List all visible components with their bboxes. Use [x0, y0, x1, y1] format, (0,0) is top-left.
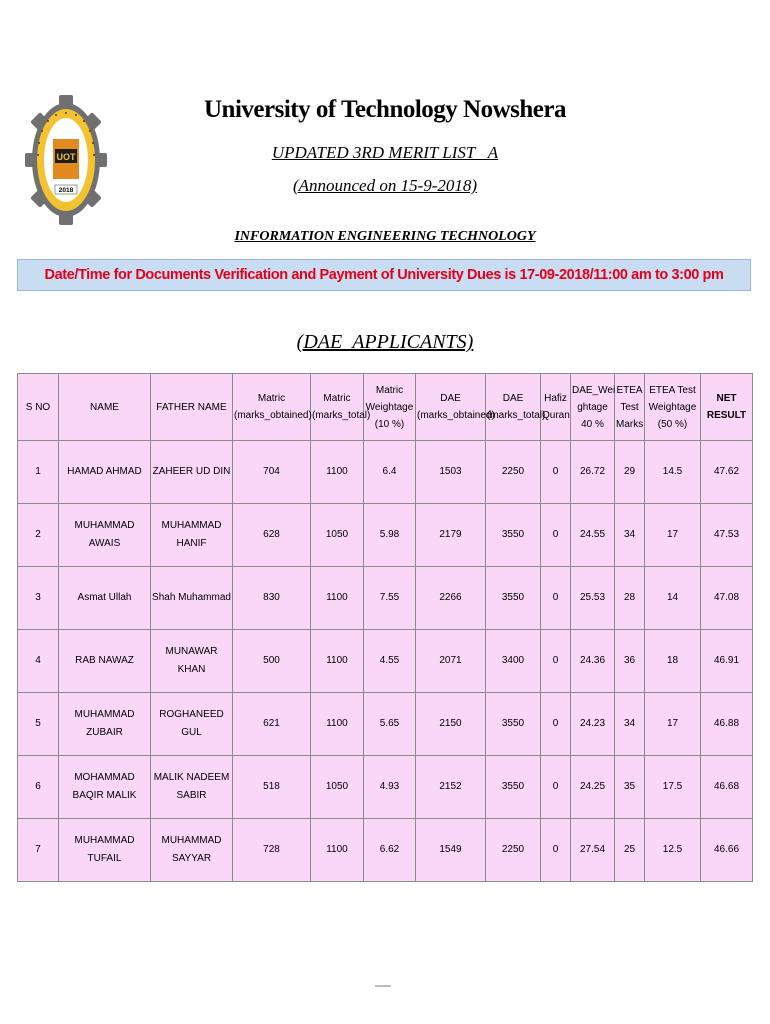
cell-etea-marks: 34: [615, 504, 645, 567]
cell-dae-weightage: 24.23: [571, 693, 615, 756]
cell-dae-obtained: 2071: [416, 630, 486, 693]
cell-father-name: MUNAWAR KHAN: [151, 630, 233, 693]
cell-dae-total: 3550: [486, 693, 541, 756]
cell-matric-weightage: 4.93: [364, 756, 416, 819]
cell-etea-weightage: 17.5: [645, 756, 701, 819]
cell-dae-obtained: 2179: [416, 504, 486, 567]
col-sno-header: S NO: [18, 374, 59, 441]
cell-etea-weightage: 12.5: [645, 819, 701, 882]
cell-dae-weightage: 27.54: [571, 819, 615, 882]
cell-dae-weightage: 24.36: [571, 630, 615, 693]
cell-matric-obtained: 704: [233, 441, 311, 504]
cell-net-result: 46.88: [701, 693, 753, 756]
col-dae-obtained-header: DAE (marks_obtained): [416, 374, 486, 441]
table-row: [18, 504, 753, 567]
cell-net-result: 47.53: [701, 504, 753, 567]
cell-net-result: 47.08: [701, 567, 753, 630]
cell-dae-weightage: 26.72: [571, 441, 615, 504]
cell-matric-obtained: 518: [233, 756, 311, 819]
cell-father-name: MUHAMMAD HANIF: [151, 504, 233, 567]
cell-dae-total: 3550: [486, 567, 541, 630]
merit-list-title: UPDATED 3RD MERIT LIST _A: [271, 143, 499, 162]
table-row: [18, 693, 753, 756]
cell-dae-weightage: 24.25: [571, 756, 615, 819]
verification-banner: Date/Time for Documents Verification and Payment of University Dues is 17-09-2018/11:00 am to 3:00 pm: [17, 259, 751, 291]
col-dae-weightage-header: DAE_Wei ghtage 40 %: [571, 374, 615, 441]
merit-table-body: [18, 441, 753, 882]
cell-name: MUHAMMAD TUFAIL: [59, 819, 151, 882]
cell-etea-marks: 34: [615, 693, 645, 756]
cell-dae-total: 3550: [486, 504, 541, 567]
cell-etea-weightage: 14: [645, 567, 701, 630]
cell-name: MUHAMMAD AWAIS: [59, 504, 151, 567]
cell-etea-weightage: 17: [645, 693, 701, 756]
cell-father-name: ZAHEER UD DIN: [151, 441, 233, 504]
cell-matric-total: 1100: [311, 630, 364, 693]
cell-name: Asmat Ullah: [59, 567, 151, 630]
cell-matric-total: 1100: [311, 567, 364, 630]
cell-matric-total: 1050: [311, 756, 364, 819]
table-row: [18, 441, 753, 504]
cell-name: HAMAD AHMAD: [59, 441, 151, 504]
cell-etea-marks: 35: [615, 756, 645, 819]
cell-sno: 5: [18, 693, 59, 756]
cell-etea-weightage: 17: [645, 504, 701, 567]
cell-etea-marks: 25: [615, 819, 645, 882]
cell-sno: 3: [18, 567, 59, 630]
cell-dae-obtained: 1549: [416, 819, 486, 882]
announced-date: (Announced on 15-9-2018): [292, 176, 478, 195]
table-row: [18, 567, 753, 630]
col-name-header: NAME: [59, 374, 151, 441]
cell-etea-weightage: 18: [645, 630, 701, 693]
cell-dae-weightage: 25.53: [571, 567, 615, 630]
col-matric-total-header: Matric (marks_total): [311, 374, 364, 441]
cell-matric-weightage: 7.55: [364, 567, 416, 630]
cell-hafiz-quran: 0: [541, 756, 571, 819]
cell-matric-weightage: 6.4: [364, 441, 416, 504]
cell-father-name: MALIK NADEEM SABIR: [151, 756, 233, 819]
col-etea-weightage-header: ETEA Test Weightage (50 %): [645, 374, 701, 441]
cell-matric-weightage: 6.62: [364, 819, 416, 882]
cell-father-name: Shah Muhammad: [151, 567, 233, 630]
cell-matric-total: 1100: [311, 441, 364, 504]
cell-matric-weightage: 4.55: [364, 630, 416, 693]
cell-matric-obtained: 728: [233, 819, 311, 882]
section-title: (DAE_APPLICANTS): [296, 331, 474, 353]
cell-etea-marks: 36: [615, 630, 645, 693]
cell-matric-total: 1100: [311, 693, 364, 756]
col-father-name-header: FATHER NAME: [151, 374, 233, 441]
logo-abbr: UOT: [56, 152, 76, 162]
col-matric-obtained-header: Matric (marks_obtained): [233, 374, 311, 441]
cell-father-name: MUHAMMAD SAYYAR: [151, 819, 233, 882]
cell-name: RAB NAWAZ: [59, 630, 151, 693]
cell-hafiz-quran: 0: [541, 441, 571, 504]
cell-dae-obtained: 1503: [416, 441, 486, 504]
cell-dae-total: 3400: [486, 630, 541, 693]
cell-sno: 2: [18, 504, 59, 567]
col-hafiz-quran-header: Hafiz Quran: [541, 374, 571, 441]
cell-name: MUHAMMAD ZUBAIR: [59, 693, 151, 756]
cell-hafiz-quran: 0: [541, 693, 571, 756]
cell-net-result: 47.62: [701, 441, 753, 504]
cell-name: MOHAMMAD BAQIR MALIK: [59, 756, 151, 819]
cell-sno: 1: [18, 441, 59, 504]
cell-matric-total: 1100: [311, 819, 364, 882]
col-net-result-header: NET RESULT: [701, 374, 753, 441]
col-etea-marks-header: ETEA Test Marks: [615, 374, 645, 441]
col-matric-weightage-header: Matric Weightage (10 %): [364, 374, 416, 441]
cell-matric-total: 1050: [311, 504, 364, 567]
cell-hafiz-quran: 0: [541, 567, 571, 630]
cell-dae-obtained: 2152: [416, 756, 486, 819]
cell-dae-obtained: 2150: [416, 693, 486, 756]
cell-matric-weightage: 5.65: [364, 693, 416, 756]
cell-father-name: ROGHANEED GUL: [151, 693, 233, 756]
logo-year: 2018: [58, 187, 74, 194]
merit-table: [17, 373, 753, 882]
cell-matric-obtained: 500: [233, 630, 311, 693]
col-dae-total-header: DAE (marks_total): [486, 374, 541, 441]
cell-dae-total: 3550: [486, 756, 541, 819]
cell-sno: 6: [18, 756, 59, 819]
cell-sno: 4: [18, 630, 59, 693]
cell-net-result: 46.66: [701, 819, 753, 882]
cell-sno: 7: [18, 819, 59, 882]
cell-matric-obtained: 628: [233, 504, 311, 567]
department-name: INFORMATION ENGINEERING TECHNOLOGY: [234, 229, 536, 244]
cell-dae-total: 2250: [486, 441, 541, 504]
table-row: [18, 756, 753, 819]
table-row: [18, 819, 753, 882]
cell-dae-total: 2250: [486, 819, 541, 882]
cell-etea-marks: 29: [615, 441, 645, 504]
cell-net-result: 46.91: [701, 630, 753, 693]
cell-matric-obtained: 621: [233, 693, 311, 756]
table-row: [18, 630, 753, 693]
cell-etea-weightage: 14.5: [645, 441, 701, 504]
cell-hafiz-quran: 0: [541, 504, 571, 567]
cell-net-result: 46.68: [701, 756, 753, 819]
cell-etea-marks: 28: [615, 567, 645, 630]
university-title: University of Technology Nowshera: [204, 96, 566, 123]
cell-dae-obtained: 2266: [416, 567, 486, 630]
cell-hafiz-quran: 0: [541, 819, 571, 882]
page-footer-mark: [375, 985, 391, 987]
cell-matric-obtained: 830: [233, 567, 311, 630]
cell-dae-weightage: 24.55: [571, 504, 615, 567]
university-logo: [25, 93, 107, 237]
table-header-row: [18, 374, 753, 441]
cell-hafiz-quran: 0: [541, 630, 571, 693]
cell-matric-weightage: 5.98: [364, 504, 416, 567]
